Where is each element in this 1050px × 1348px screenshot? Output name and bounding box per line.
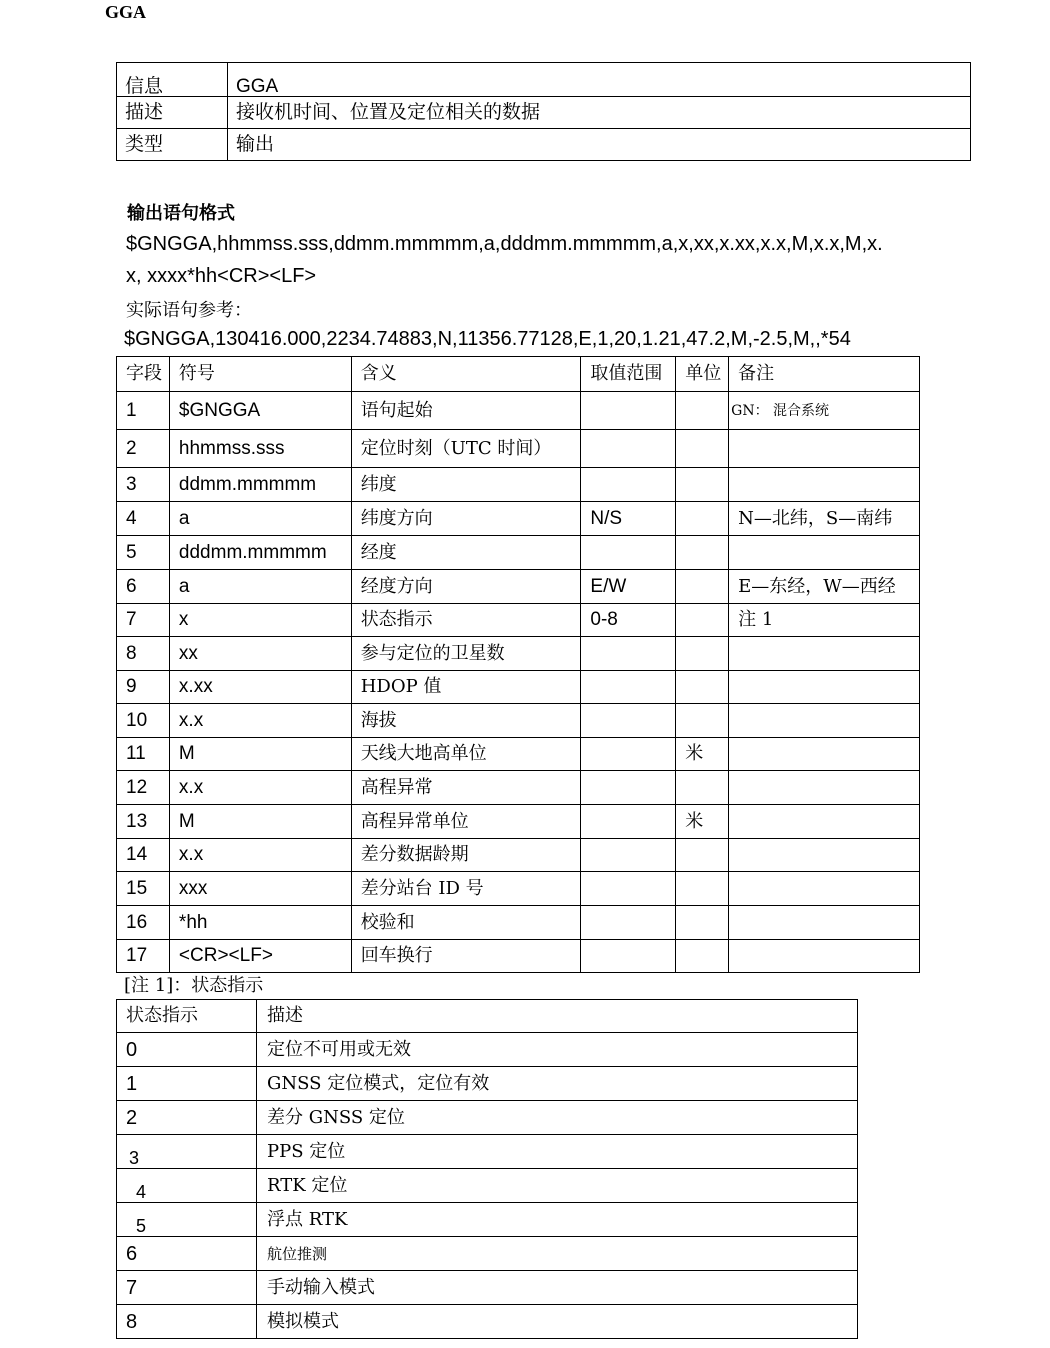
column-header: 字段: [117, 357, 170, 392]
field-note: [729, 940, 920, 973]
field-meaning: 差分数据龄期: [351, 839, 581, 872]
field-unit: [676, 906, 729, 940]
field-unit: [676, 637, 729, 671]
field-range: [581, 392, 676, 430]
field-meaning: 定位时刻（UTC 时间）: [351, 430, 581, 468]
column-header: 含义: [351, 357, 581, 392]
status-code: 1: [117, 1067, 257, 1101]
info-label: 描述: [117, 97, 228, 129]
status-description: 浮点 RTK: [257, 1203, 858, 1237]
table-row: [117, 1135, 858, 1169]
field-meaning: HDOP 值: [351, 671, 581, 704]
table-row: [117, 604, 920, 637]
field-meaning: 高程异常: [351, 771, 581, 805]
field-symbol: ddmm.mmmmm: [169, 468, 351, 502]
field-range: [581, 940, 676, 973]
field-note: E—东经，W—西经: [729, 570, 920, 604]
table-row: [117, 1203, 858, 1237]
column-header: 状态指示: [117, 1000, 257, 1033]
field-range: [581, 805, 676, 839]
field-unit: [676, 392, 729, 430]
field-meaning: 差分站台 ID 号: [351, 872, 581, 906]
table-row: [117, 502, 920, 536]
field-number: 15: [117, 872, 170, 906]
field-number: 17: [117, 940, 170, 973]
field-symbol: *hh: [169, 906, 351, 940]
status-description: PPS 定位: [257, 1135, 858, 1169]
field-meaning: 纬度: [351, 468, 581, 502]
field-range: [581, 872, 676, 906]
field-number: 13: [117, 805, 170, 839]
field-number: 6: [117, 570, 170, 604]
status-description: 航位推测: [257, 1237, 858, 1271]
column-header: 备注: [729, 357, 920, 392]
field-number: 11: [117, 738, 170, 771]
field-number: 9: [117, 671, 170, 704]
field-range: N/S: [581, 502, 676, 536]
status-description: 模拟模式: [257, 1305, 858, 1339]
field-unit: 米: [676, 738, 729, 771]
field-unit: [676, 671, 729, 704]
status-code: 2: [117, 1101, 257, 1135]
field-number: 14: [117, 839, 170, 872]
table-row: [117, 570, 920, 604]
table-row: [117, 872, 920, 906]
example-sentence: $GNGGA,130416.000,2234.74883,N,11356.77128,E,1,20,1.21,47.2,M,-2.5,M,,*54: [124, 328, 851, 350]
field-meaning: 回车换行: [351, 940, 581, 973]
field-note: [729, 906, 920, 940]
field-meaning: 纬度方向: [351, 502, 581, 536]
table-row: [117, 536, 920, 570]
status-header-row: [117, 1000, 858, 1033]
note-caption: [注 1]：状态指示: [124, 975, 264, 996]
field-unit: [676, 468, 729, 502]
info-value: 输出: [228, 129, 971, 161]
field-symbol: M: [169, 805, 351, 839]
field-number: 7: [117, 604, 170, 637]
field-unit: [676, 872, 729, 906]
info-row: [117, 63, 971, 97]
status-code: 7: [117, 1271, 257, 1305]
field-unit: 米: [676, 805, 729, 839]
field-number: 4: [117, 502, 170, 536]
info-row: [117, 129, 971, 161]
column-header: 单位: [676, 357, 729, 392]
field-symbol: x.x: [169, 839, 351, 872]
fields-header-row: [117, 357, 920, 392]
info-table: [116, 62, 971, 161]
status-code: 6: [117, 1237, 257, 1271]
status-code: 8: [117, 1305, 257, 1339]
table-row: [117, 1101, 858, 1135]
field-symbol: x.xx: [169, 671, 351, 704]
field-range: [581, 738, 676, 771]
field-note: GN： 混合系统: [729, 392, 920, 430]
field-meaning: 校验和: [351, 906, 581, 940]
field-number: 2: [117, 430, 170, 468]
field-unit: [676, 536, 729, 570]
status-description: GNSS 定位模式，定位有效: [257, 1067, 858, 1101]
info-value: GGA: [228, 63, 971, 97]
field-range: 0-8: [581, 604, 676, 637]
field-note: [729, 430, 920, 468]
field-unit: [676, 940, 729, 973]
column-header: 取值范围: [581, 357, 676, 392]
status-description: 差分 GNSS 定位: [257, 1101, 858, 1135]
table-row: [117, 771, 920, 805]
table-row: [117, 1237, 858, 1271]
table-row: [117, 430, 920, 468]
field-meaning: 经度: [351, 536, 581, 570]
table-row: [117, 906, 920, 940]
field-symbol: x.x: [169, 771, 351, 805]
field-number: 1: [117, 392, 170, 430]
table-row: [117, 839, 920, 872]
field-range: [581, 906, 676, 940]
field-number: 16: [117, 906, 170, 940]
table-row: [117, 1305, 858, 1339]
field-symbol: dddmm.mmmmm: [169, 536, 351, 570]
status-table: [116, 999, 858, 1339]
status-description: RTK 定位: [257, 1169, 858, 1203]
example-label: 实际语句参考：: [126, 300, 252, 321]
field-unit: [676, 502, 729, 536]
field-meaning: 海拔: [351, 704, 581, 738]
table-row: [117, 1033, 858, 1067]
table-row: [117, 940, 920, 973]
field-number: 10: [117, 704, 170, 738]
field-meaning: 状态指示: [351, 604, 581, 637]
field-number: 12: [117, 771, 170, 805]
column-header: 描述: [257, 1000, 858, 1033]
field-note: [729, 805, 920, 839]
field-range: [581, 637, 676, 671]
field-note: [729, 738, 920, 771]
info-label: 类型: [117, 129, 228, 161]
field-meaning: 天线大地高单位: [351, 738, 581, 771]
page-title: GGA: [105, 2, 147, 22]
field-meaning: 参与定位的卫星数: [351, 637, 581, 671]
table-row: [117, 1169, 858, 1203]
field-range: [581, 671, 676, 704]
field-note: [729, 536, 920, 570]
field-range: [581, 468, 676, 502]
field-symbol: M: [169, 738, 351, 771]
field-unit: [676, 430, 729, 468]
field-range: E/W: [581, 570, 676, 604]
column-header: 符号: [169, 357, 351, 392]
table-row: [117, 392, 920, 430]
field-symbol: x.x: [169, 704, 351, 738]
field-range: [581, 430, 676, 468]
format-string-line2: x, xxxx*hh<CR><LF>: [126, 265, 317, 287]
status-code: 5: [117, 1203, 257, 1237]
info-value: 接收机时间、位置及定位相关的数据: [228, 97, 971, 129]
field-note: N—北纬，S—南纬: [729, 502, 920, 536]
status-code: 0: [117, 1033, 257, 1067]
table-row: [117, 637, 920, 671]
field-note: [729, 637, 920, 671]
status-code: 3: [117, 1135, 257, 1169]
table-row: [117, 805, 920, 839]
field-symbol: hhmmss.sss: [169, 430, 351, 468]
field-meaning: 经度方向: [351, 570, 581, 604]
field-unit: [676, 604, 729, 637]
field-note: [729, 872, 920, 906]
format-heading: 输出语句格式: [127, 203, 235, 224]
field-unit: [676, 704, 729, 738]
field-symbol: a: [169, 502, 351, 536]
field-symbol: <CR><LF>: [169, 940, 351, 973]
table-row: [117, 738, 920, 771]
table-row: [117, 1271, 858, 1305]
status-code: 4: [117, 1169, 257, 1203]
field-symbol: x: [169, 604, 351, 637]
status-description: 手动输入模式: [257, 1271, 858, 1305]
field-number: 8: [117, 637, 170, 671]
field-meaning: 高程异常单位: [351, 805, 581, 839]
field-symbol: xx: [169, 637, 351, 671]
field-note: [729, 704, 920, 738]
field-range: [581, 771, 676, 805]
field-range: [581, 704, 676, 738]
field-symbol: xxx: [169, 872, 351, 906]
table-row: [117, 468, 920, 502]
status-description: 定位不可用或无效: [257, 1033, 858, 1067]
field-unit: [676, 839, 729, 872]
field-unit: [676, 771, 729, 805]
field-range: [581, 839, 676, 872]
field-number: 5: [117, 536, 170, 570]
table-row: [117, 704, 920, 738]
field-note: 注 1: [729, 604, 920, 637]
field-meaning: 语句起始: [351, 392, 581, 430]
field-unit: [676, 570, 729, 604]
info-row: [117, 97, 971, 129]
format-string-line1: $GNGGA,hhmmss.sss,ddmm.mmmmm,a,dddmm.mmmmm,a,x,xx,x.xx,x.x,M,x.x,M,x.: [126, 233, 883, 255]
table-row: [117, 1067, 858, 1101]
fields-table: [116, 356, 920, 973]
field-number: 3: [117, 468, 170, 502]
field-note: [729, 771, 920, 805]
field-symbol: $GNGGA: [169, 392, 351, 430]
table-row: [117, 671, 920, 704]
field-symbol: a: [169, 570, 351, 604]
info-label: 信息: [117, 63, 228, 97]
field-note: [729, 468, 920, 502]
field-range: [581, 536, 676, 570]
field-note: [729, 839, 920, 872]
field-note: [729, 671, 920, 704]
